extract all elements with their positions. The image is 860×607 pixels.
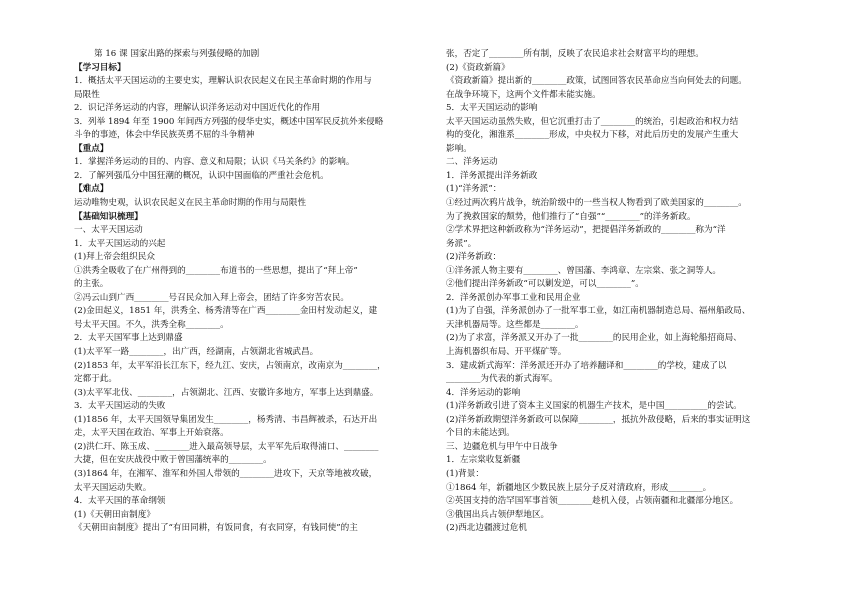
text-line: 太平天国运动失败。 (74, 482, 152, 493)
text-line: 上海机器织布局、开平煤矿等。 (446, 347, 567, 358)
text-line: (1)洋务新政引进了资本主义国家的机器生产技术，是中国__________的尝试。 (446, 401, 742, 412)
text-line: 1．太平天国运动的兴起 (74, 238, 166, 249)
text-line: 5．太平天国运动的影响 (446, 103, 538, 114)
text-line: (1)1856 年，太平天国领导集团发生________，杨秀清、韦昌辉被杀，石达开出 (74, 414, 378, 425)
text-line: ①洪秀全吸收了在广州得到的________布道书的一些思想，提出了“拜上帝” (74, 265, 358, 276)
text-line: 3．列举 1894 年至 1900 年间西方列强的侵华史实，概述中国军民反抗外来侵略 (74, 116, 384, 127)
text-line: ①1864 年，新疆地区少数民族上层分子反对清政府，形成________。 (446, 482, 712, 493)
text-line: (2)1853 年，太平军沿长江东下，经九江、安庆，占领南京，改南京为________， (74, 360, 386, 371)
text-line: ________为代表的新式海军。 (446, 374, 558, 385)
text-line: 大捷，但在安庆战役中败于曾国藩统率的________。 (74, 455, 272, 466)
section-heading: 【学习目标】 (74, 62, 126, 73)
right-column (446, 48, 791, 536)
text-line: 走，太平天国在政治、军事上开始衰落。 (74, 428, 229, 439)
text-line: (1)为了自强，洋务派创办了一批军事工业，如江南机器制造总局、福州船政局、 (446, 306, 751, 317)
text-line: 2．了解列强瓜分中国狂潮的概况，认识中国面临的严重社会危机。 (74, 170, 329, 181)
text-line: 2．识记洋务运动的内容，理解认识洋务运动对中国近代化的作用 (74, 103, 321, 114)
text-line: ②学术界把这种新政称为“洋务运动”，把提倡洋务新政的________称为“洋 (446, 225, 726, 236)
text-line: 1．掌握洋务运动的目的、内容、意义和局限；认识《马关条约》的影响。 (74, 157, 355, 168)
text-line: (2)洪仁玕、陈玉成、________进入最高领导层，太平军先后取得浦口、________ (74, 441, 379, 452)
text-line: (2)为了求富，洋务派又开办了一批________的民用企业，如上海轮船招商局、 (446, 333, 742, 344)
text-line: 构的变化，湘淮系________形成，中央权力下移，对此后历史的发展产生重大 (446, 130, 739, 141)
text-line: 务派”。 (446, 238, 477, 249)
text-line: 2．太平天国军事上达到鼎盛 (74, 333, 183, 344)
text-line: 二、洋务运动 (446, 157, 498, 168)
text-line: 4．太平天国的革命纲领 (74, 496, 166, 507)
text-line: 个目的未能达到。 (446, 428, 515, 439)
text-line: 《资政新篇》提出新的________政策，试图回答农民革命应当向何处去的问题。 (446, 76, 747, 87)
text-line: ②英国支持的浩罕国军事首领________趁机入侵，占领南疆和北疆部分地区。 (446, 496, 739, 507)
text-line: (1)太平军一路________，出广西，经湖南，占领湖北省城武昌。 (74, 347, 319, 358)
text-line: (1)拜上帝会组织民众 (74, 252, 155, 263)
text-line: 定都于此。 (74, 374, 117, 385)
text-line: 张，否定了________所有制，反映了农民追求社会财富平均的理想。 (446, 49, 704, 59)
text-line: ①洋务派人物主要有________、曾国藩、李鸿章、左宗棠、张之洞等人。 (446, 265, 722, 276)
text-line: 为了挽救国家的颓势，他们推行了“自强”“________”的洋务新政。 (446, 211, 696, 222)
text-line: (3)太平军北伐、________，占领湖北、江西、安徽许多地方，军事上达到鼎盛。 (74, 387, 379, 398)
text-line: 的主张。 (74, 279, 109, 290)
text-line: (1)《天朝田亩制度》 (74, 509, 155, 520)
text-line: 3．建成新式海军：洋务派还开办了培养翻译和________的学校，建成了以 (446, 360, 727, 371)
text-line: 一、太平天国运动 (74, 225, 143, 236)
text-line: 在战争环境下，这两个文件都未能实施。 (446, 89, 601, 100)
text-line: (3)1864 年，在湘军、淮军和外国人带领的________进攻下，天京等地被攻破， (74, 468, 378, 479)
text-line: 斗争的事迹，体会中华民族英勇不屈的斗争精神 (74, 130, 255, 141)
text-line: (2)金田起义，1851 年，洪秀全、杨秀清等在广西________金田村发动起义，建 (74, 306, 378, 317)
text-line: (1)“洋务派”： (446, 184, 502, 195)
text-line: 3．太平天国运动的失败 (74, 401, 166, 412)
text-line: ②冯云山到广西________号召民众加入拜上帝会，团结了许多穷苦农民。 (74, 292, 350, 303)
text-line: 1．概括太平天国运动的主要史实，理解认识农民起义在民主革命时期的作用与 (74, 76, 372, 87)
text-line: 1．左宗棠收复新疆 (446, 455, 521, 466)
text-line: (2)洋务新政期望洋务新政可以保障________，抵抗外敌侵略，后来的事实证明这 (446, 414, 751, 425)
text-line: ③俄国出兵占领伊犁地区。 (446, 509, 550, 520)
text-line: (2)西北边疆渡过危机 (446, 523, 527, 534)
section-heading: 【基础知识梳理】 (74, 211, 143, 222)
text-line: 局限性 (74, 89, 100, 100)
text-line: 《天朝田亩制度》提出了“有田同耕，有饭同食，有衣同穿，有钱同使”的主 (74, 523, 358, 534)
text-line: 2．洋务派创办军事工业和民用企业 (446, 292, 581, 303)
text-line: 4．洋务运动的影响 (446, 387, 521, 398)
text-line: (2)洋务新政： (446, 252, 502, 263)
text-line: 影响。 (446, 143, 472, 154)
text-line: (1)背景： (446, 468, 484, 479)
text-line: (2)《资政新篇》 (446, 62, 510, 73)
text-line: 运动唯物史观，认识农民起义在民主革命时期的作用与局限性 (74, 198, 307, 209)
text-line: 号太平天国。不久，洪秀全称________。 (74, 319, 229, 330)
left-column (74, 48, 424, 536)
text-line: ②他们提出洋务新政“可以剿发逆，可以________”。 (446, 279, 644, 290)
text-line: 天津机器局等。这些都是________。 (446, 319, 584, 330)
section-heading: 【难点】 (74, 184, 109, 195)
text-line: 太平天国运动虽然失败，但它沉重打击了________的统治，引起政治和权力结 (446, 116, 739, 127)
text-line: ①经过两次鸦片战争，统治阶级中的一些当权人物看到了欧美国家的________。 (446, 198, 747, 209)
text-line: 三、边疆危机与甲午中日战争 (446, 441, 558, 452)
text-line: 1．洋务派提出洋务新政 (446, 170, 538, 181)
section-heading: 【重点】 (74, 143, 109, 154)
lesson-title: 第 16 课 国家出路的探索与列强侵略的加剧 (94, 49, 260, 59)
